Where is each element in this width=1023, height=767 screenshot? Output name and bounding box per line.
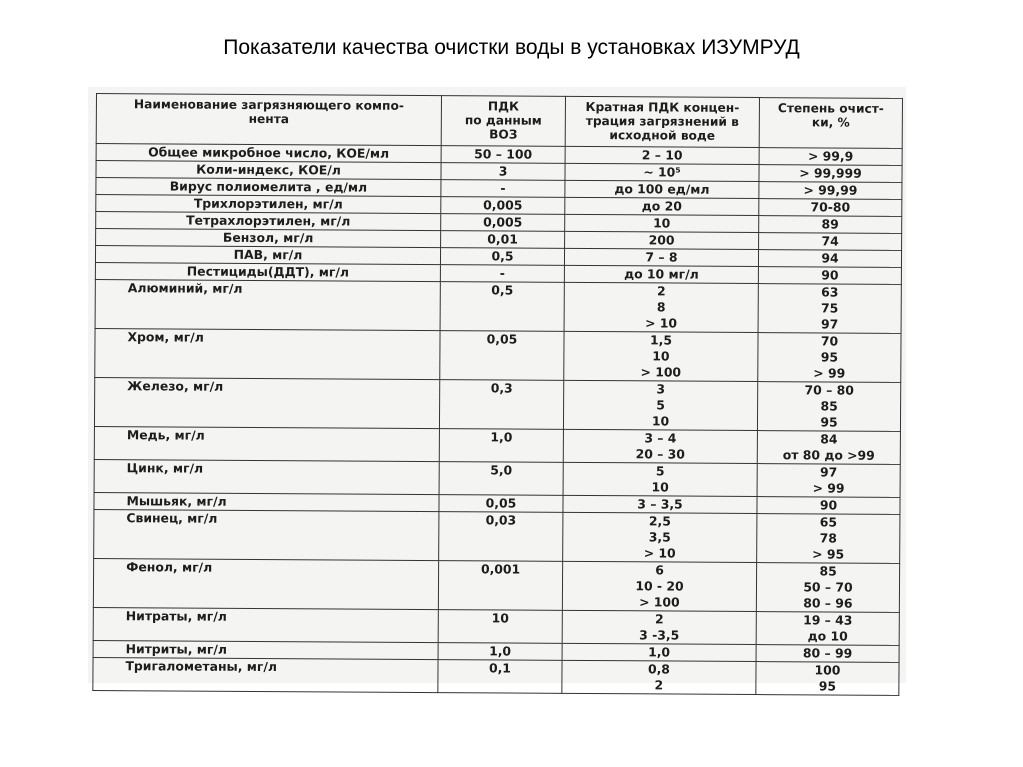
pdk-value: 0,03 [439, 512, 563, 562]
pdk-value: 0,005 [441, 214, 565, 232]
pollutant-name: Мышьяк, мг/л [94, 492, 439, 511]
purification-degree-value: 80 – 96 [803, 595, 853, 611]
pollutant-name: Пестициды(ДДТ), мг/л [95, 262, 440, 281]
purification-degree [758, 267, 901, 285]
multiple-concentration-value: 2 [654, 611, 664, 627]
table-row [95, 279, 901, 333]
pdk-value: 0,5 [440, 248, 564, 266]
header-pdk: ПДК по данным ВОЗ [441, 96, 565, 147]
table-row [94, 459, 900, 497]
purification-degree-value: 70 [820, 333, 839, 349]
pollutant-name: Бензол, мг/л [96, 229, 441, 248]
multiple-concentration-value: > 10 [645, 315, 678, 331]
multiple-concentration-value: до 10 мг/л [624, 266, 699, 282]
purification-degree [759, 165, 902, 183]
purification-degree [759, 148, 902, 166]
multiple-concentration [564, 282, 758, 332]
multiple-concentration-value: 2 [656, 283, 666, 299]
purification-degree-value: 84 [820, 431, 838, 447]
pollutant-name: Хром, мг/л [95, 328, 440, 379]
purification-degree [758, 333, 901, 383]
scanned-table-image [88, 87, 906, 694]
slide-title: Показатели качества очистки воды в установках ИЗУМРУД [223, 36, 800, 59]
pollutant-name: Коли-индекс, КОЕ/л [96, 161, 441, 180]
multiple-concentration-value: 7 – 8 [645, 249, 678, 265]
multiple-concentration [565, 180, 759, 198]
purification-degree [757, 464, 900, 498]
purification-degree [757, 514, 900, 564]
table-row [93, 657, 899, 695]
purification-degree [759, 216, 902, 234]
multiple-concentration [565, 231, 759, 249]
header-multiple: Кратная ПДК концен- трация загрязнений в исходной воде [565, 96, 759, 147]
purification-degree [756, 662, 899, 696]
purification-degree-value: > 99,999 [799, 165, 862, 181]
pollutant-name: Медь, мг/л [94, 426, 439, 461]
header-degree: Степень очист- ки, % [759, 98, 902, 149]
header-name: Наименование загрязняющего компо- нента [96, 94, 441, 146]
purification-degree-value: 78 [819, 530, 837, 546]
purification-degree [757, 497, 900, 515]
multiple-concentration [563, 495, 757, 513]
multiple-concentration-value: 3 [656, 381, 666, 397]
table-row [95, 328, 901, 382]
purification-degree-value: 94 [821, 250, 839, 266]
purification-degree-value: 74 [821, 233, 839, 249]
multiple-concentration [563, 512, 757, 562]
multiple-concentration [563, 429, 757, 463]
pollutant-name: Нитриты, мг/л [93, 640, 438, 659]
purification-degree [759, 182, 902, 200]
pdk-value: - [441, 180, 565, 198]
purification-degree [757, 431, 900, 465]
purification-degree-value: 100 [814, 662, 841, 678]
multiple-concentration-value: 3 -3,5 [639, 627, 680, 643]
pdk-value: 50 – 100 [441, 146, 565, 164]
pdk-value: 3 [441, 163, 565, 181]
multiple-concentration [563, 462, 757, 496]
multiple-concentration-value: 3 – 3,5 [637, 496, 683, 512]
multiple-concentration-value: 8 [656, 299, 666, 315]
purification-degree-value: 97 [820, 316, 839, 332]
purification-degree-value: 70 – 80 [804, 382, 854, 398]
pdk-value: 1,0 [439, 429, 563, 463]
multiple-concentration-value: 10 [651, 479, 669, 495]
pdk-value: 0,05 [440, 331, 564, 381]
purification-degree-value: 63 [821, 284, 839, 300]
purification-degree [756, 612, 899, 646]
purification-degree-value: 70-80 [810, 199, 851, 215]
purification-degree-value: до 10 [807, 628, 848, 644]
multiple-concentration-value: > 10 [643, 545, 676, 561]
pollutant-name: Тригалометаны, мг/л [93, 657, 438, 692]
pollutant-name: Трихлорэтилен, мг/л [96, 195, 441, 214]
multiple-concentration-value: 0,8 [647, 661, 671, 677]
purification-degree-value: 65 [819, 514, 838, 530]
multiple-concentration-value: до 100 ед/мл [614, 181, 710, 197]
pdk-value: 1,0 [438, 643, 562, 661]
pollutant-name: Алюминий, мг/л [95, 279, 440, 330]
multiple-concentration-value: 20 – 30 [635, 446, 686, 462]
multiple-concentration-value: 3,5 [648, 529, 671, 545]
multiple-concentration [562, 561, 756, 611]
purification-degree-value: > 99,99 [803, 182, 858, 198]
multiple-concentration [562, 660, 756, 694]
pdk-value: 5,0 [439, 462, 563, 496]
purification-degree-value: 85 [819, 563, 837, 579]
purification-degree-value: > 95 [812, 546, 845, 562]
purification-degree-value: > 99 [812, 480, 845, 496]
multiple-concentration-value: 3 – 4 [644, 430, 677, 446]
purification-degree-value: 50 – 70 [803, 579, 853, 595]
purification-degree-value: 85 [820, 398, 838, 414]
pdk-value: 0,5 [440, 282, 564, 332]
pdk-value: 0,005 [441, 197, 565, 215]
multiple-concentration-value: 5 [656, 397, 665, 413]
table-row [93, 607, 899, 645]
multiple-concentration-value: 1,0 [648, 644, 671, 660]
multiple-concentration-value: 10 [653, 215, 671, 231]
purification-degree-value: от 80 до >99 [782, 447, 875, 463]
purification-degree-value: 80 – 99 [802, 645, 853, 661]
multiple-concentration [564, 248, 758, 266]
pdk-value: 0,1 [438, 660, 562, 694]
multiple-concentration-value: 2,5 [648, 513, 671, 529]
multiple-concentration [562, 610, 756, 644]
multiple-concentration-value: 5 [655, 463, 665, 479]
purification-degree-value: > 99 [813, 365, 846, 381]
pollutant-name: Общее микробное число, КОЕ/мл [96, 144, 441, 163]
purification-degree-value: 90 [821, 267, 839, 283]
purification-degree [757, 382, 900, 432]
pollutant-name: Цинк, мг/л [94, 459, 439, 494]
multiple-concentration-value: до 20 [641, 198, 682, 214]
pollutant-name: Нитраты, мг/л [93, 607, 438, 642]
table-row [94, 377, 900, 431]
purification-degree [758, 284, 901, 334]
multiple-concentration-value: 2 [654, 677, 664, 693]
pollutant-name: ПАВ, мг/л [95, 246, 440, 265]
multiple-concentration-value: > 100 [640, 364, 682, 380]
purification-degree-value: 90 [819, 497, 838, 513]
pollutant-name: Фенол, мг/л [93, 558, 438, 609]
purification-degree-value: 95 [820, 349, 839, 365]
multiple-concentration-value: ~ 10⁵ [643, 164, 681, 180]
water-quality-table [92, 93, 903, 696]
table-row [94, 426, 900, 464]
purification-degree-value: 95 [818, 678, 837, 694]
purification-degree [756, 563, 899, 613]
multiple-concentration-value: 10 [651, 413, 670, 429]
multiple-concentration [565, 214, 759, 232]
purification-degree [756, 645, 899, 663]
pdk-value: 0,05 [439, 495, 563, 513]
multiple-concentration-value: > 100 [639, 594, 680, 610]
multiple-concentration [565, 197, 759, 215]
multiple-concentration-value: 2 – 10 [641, 147, 683, 163]
multiple-concentration [564, 265, 758, 283]
pollutant-name: Тетрахлорэтилен, мг/л [96, 212, 441, 231]
table-row [93, 558, 899, 612]
multiple-concentration [564, 331, 758, 381]
purification-degree-value: > 99,9 [807, 148, 854, 164]
pdk-value: 0,01 [441, 231, 565, 249]
pollutant-name: Вирус полиомелита , ед/мл [96, 178, 441, 197]
multiple-concentration [565, 163, 759, 181]
multiple-concentration-value: 10 [652, 348, 670, 364]
pdk-value: - [440, 265, 564, 283]
multiple-concentration [562, 643, 756, 661]
pdk-value: 0,3 [439, 380, 563, 430]
multiple-concentration-value: 200 [648, 232, 675, 248]
purification-degree [758, 250, 901, 268]
pdk-value: 0,001 [438, 561, 562, 611]
purification-degree-value: 97 [820, 464, 838, 480]
multiple-concentration-value: 10 - 20 [635, 578, 684, 594]
purification-degree-value: 95 [820, 414, 838, 430]
multiple-concentration-value: 1,5 [649, 332, 673, 348]
table-row [94, 509, 900, 563]
pollutant-name: Свинец, мг/л [94, 509, 439, 560]
multiple-concentration [565, 146, 759, 164]
table-header-row [96, 94, 902, 149]
pdk-value: 10 [438, 610, 562, 644]
multiple-concentration [563, 380, 757, 430]
purification-degree [759, 199, 902, 217]
purification-degree-value: 19 – 43 [803, 612, 853, 628]
purification-degree-value: 75 [821, 300, 839, 316]
purification-degree-value: 89 [821, 216, 839, 232]
pollutant-name: Железо, мг/л [94, 377, 439, 428]
multiple-concentration-value: 6 [655, 562, 664, 578]
purification-degree [759, 233, 902, 251]
